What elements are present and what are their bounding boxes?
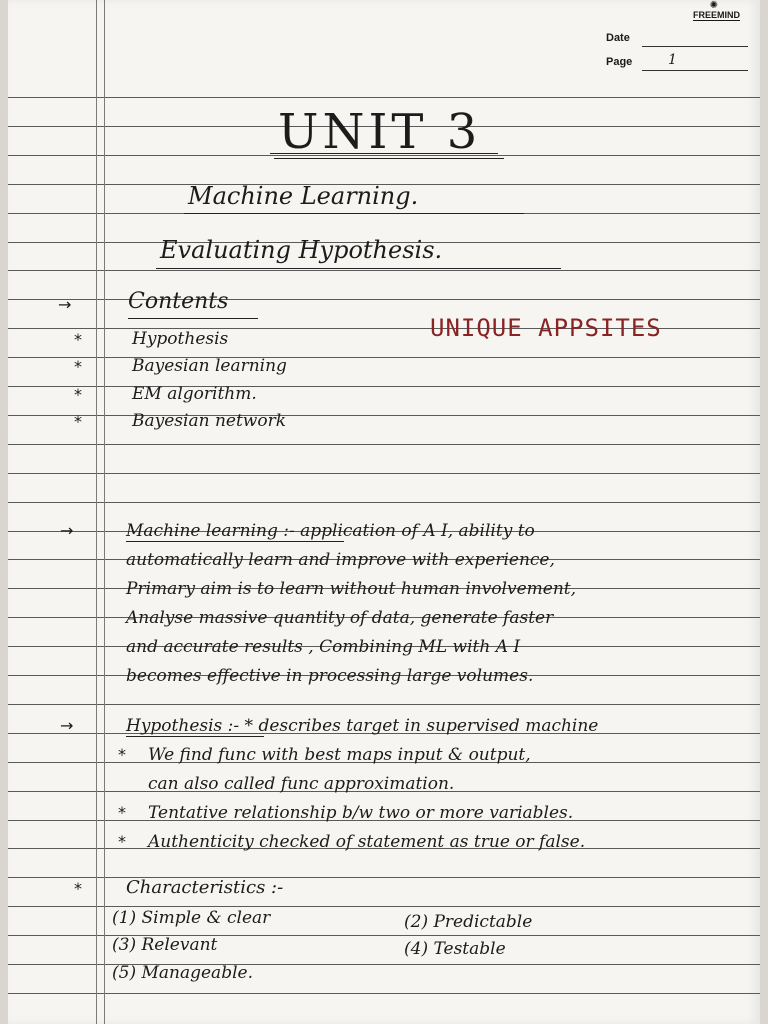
unit-title: UNIT 3: [278, 104, 482, 160]
characteristic-item: (5) Manageable.: [112, 963, 253, 983]
ml-line: Machine learning :- application of A I, ability to: [126, 521, 535, 541]
hypothesis-line: We find func with best maps input & output,: [148, 745, 531, 765]
bullet-asterisk: *: [74, 357, 82, 376]
notebook-page: [8, 0, 760, 1024]
page-label: Page: [606, 56, 633, 68]
margin-line-left: [96, 0, 97, 1024]
ruled-line: [8, 386, 760, 387]
unit-title-underline: [270, 153, 498, 154]
margin-line-right: [104, 0, 105, 1024]
hypothesis-line: can also called func approximation.: [148, 774, 455, 794]
bullet-asterisk: *: [118, 803, 126, 822]
contents-item: Hypothesis: [132, 329, 229, 349]
characteristics-title: Characteristics :-: [126, 877, 284, 898]
hypothesis-term-underline: [126, 736, 264, 737]
characteristic-item: (4) Testable: [404, 939, 506, 959]
bullet-asterisk: *: [74, 330, 82, 349]
ruled-line: [8, 415, 760, 416]
ruled-line: [8, 473, 760, 474]
characteristic-item: (1) Simple & clear: [112, 908, 271, 928]
ruled-line: [8, 444, 760, 445]
hypothesis-line: Authenticity checked of statement as true or false.: [148, 832, 586, 852]
ruled-line: [8, 502, 760, 503]
hypothesis-line: Tentative relationship b/w two or more variables.: [148, 803, 574, 823]
ruled-line: [8, 357, 760, 358]
brand-logo-icon: ✺: [709, 0, 718, 11]
bullet-asterisk: *: [118, 832, 126, 851]
subject-underline: [184, 213, 524, 214]
bullet-asterisk: *: [74, 412, 82, 431]
ml-line: automatically learn and improve with experience,: [126, 550, 555, 570]
brand-label: FREEMIND: [693, 10, 740, 20]
ml-line: Analyse massive quantity of data, generate faster: [126, 608, 554, 628]
characteristic-item: (3) Relevant: [112, 935, 218, 955]
contents-title-underline: [128, 318, 258, 319]
unit-title-underline-2: [274, 158, 504, 159]
ruled-line: [8, 704, 760, 705]
bullet-asterisk: *: [74, 385, 82, 404]
bullet-asterisk: *: [118, 745, 126, 764]
ruled-line: [8, 877, 760, 878]
ruled-line: [8, 97, 760, 98]
arrow-icon: →: [60, 521, 74, 540]
date-line: [642, 46, 748, 47]
arrow-icon: →: [58, 295, 72, 314]
ruled-line: [8, 906, 760, 907]
contents-item: EM algorithm.: [132, 384, 257, 404]
ruled-line: [8, 299, 760, 300]
contents-item: Bayesian network: [132, 411, 286, 431]
ruled-line: [8, 993, 760, 994]
ml-line: becomes effective in processing large volumes.: [126, 666, 534, 686]
topic-heading: Evaluating Hypothesis.: [160, 236, 443, 264]
bullet-asterisk: *: [74, 879, 82, 898]
ml-line: and accurate results , Combining ML with A I: [126, 637, 521, 657]
hypothesis-line: Hypothesis :- * describes target in supervised machine: [126, 716, 599, 736]
contents-item: Bayesian learning: [132, 356, 287, 376]
ml-term-underline: [126, 541, 344, 542]
contents-title: Contents: [128, 289, 229, 314]
date-label: Date: [606, 32, 630, 44]
page-line: [642, 70, 748, 71]
topic-underline: [156, 268, 561, 269]
watermark-stamp: UNIQUE APPSITES: [430, 314, 662, 342]
characteristic-item: (2) Predictable: [404, 912, 533, 932]
ml-line: Primary aim is to learn without human involvement,: [126, 579, 577, 599]
ruled-line: [8, 270, 760, 271]
page-number: 1: [668, 52, 677, 68]
arrow-icon: →: [60, 716, 74, 735]
subject-heading: Machine Learning.: [188, 182, 419, 210]
